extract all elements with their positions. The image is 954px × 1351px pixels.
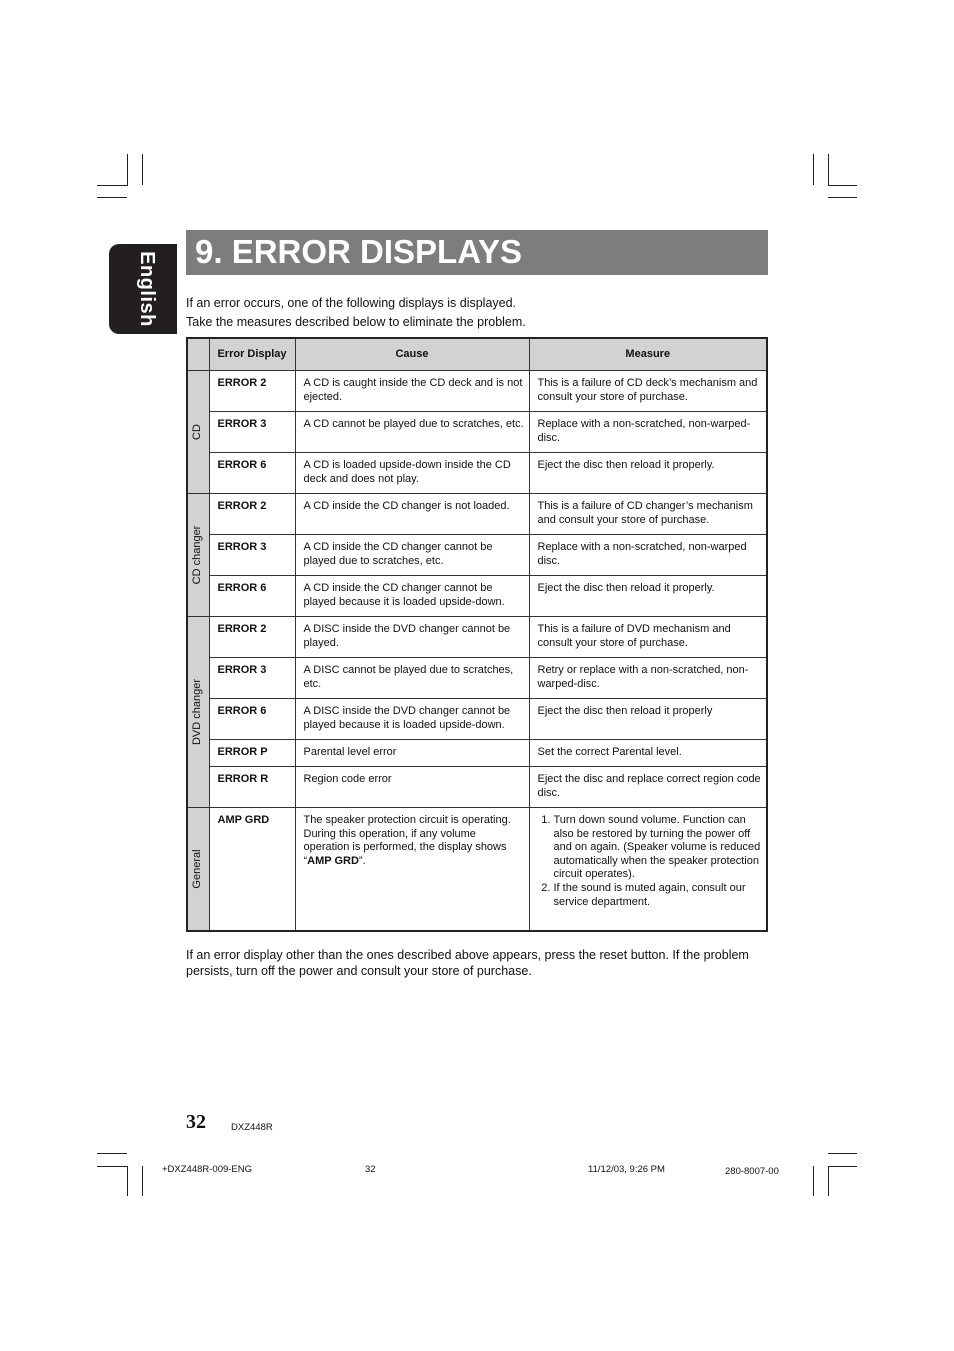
measure-steps (538, 814, 763, 909)
error-code: ERROR 3 (209, 535, 295, 576)
print-file-name: +DXZ448R-009-ENG (162, 1164, 253, 1175)
category-cell-general (187, 808, 209, 931)
error-measure: This is a failure of CD deck’s mechanism and consult your store of purchase. (529, 371, 767, 412)
error-measure: This is a failure of CD changer’s mechanism and consult your store of purchase. (529, 494, 767, 535)
category-label: DVD changer (191, 678, 204, 746)
error-cause (295, 808, 529, 931)
error-measure: This is a failure of DVD mechanism and consult your store of purchase. (529, 617, 767, 658)
error-cause: A DISC inside the DVD changer cannot be played because it is loaded upside-down. (295, 699, 529, 740)
page-title: 9. ERROR DISPLAYS (195, 233, 523, 270)
error-cause: A CD inside the CD changer cannot be played due to scratches, etc. (295, 535, 529, 576)
error-measure: Retry or replace with a non-scratched, non-warped-disc. (529, 658, 767, 699)
error-code: ERROR 2 (209, 371, 295, 412)
category-cell-cd-changer (187, 494, 209, 617)
intro-line-2: Take the measures described below to eliminate the problem. (186, 315, 526, 329)
section-title-bar (186, 230, 768, 275)
language-tab (109, 244, 177, 334)
outro-paragraph: If an error display other than the ones described above appears, press the reset button. If the problem persists, turn off the power and consult your store of purchase. (186, 948, 749, 978)
error-cause: A CD inside the CD changer is not loaded. (295, 494, 529, 535)
error-code: ERROR 3 (209, 412, 295, 453)
print-date: 11/12/03, 9:26 PM (588, 1164, 665, 1175)
category-label: CD changer (191, 525, 204, 585)
error-code: ERROR 6 (209, 699, 295, 740)
error-cause: A CD is loaded upside-down inside the CD deck and does not play. (295, 453, 529, 494)
error-cause: A CD is caught inside the CD deck and is not ejected. (295, 371, 529, 412)
error-cause: A DISC inside the DVD changer cannot be played. (295, 617, 529, 658)
table-row (187, 371, 767, 412)
table-row (187, 494, 767, 535)
error-measure: Eject the disc and replace correct region code disc. (529, 767, 767, 808)
error-measure: Eject the disc then reload it properly (529, 699, 767, 740)
error-cause: A CD inside the CD changer cannot be played because it is loaded upside-down. (295, 576, 529, 617)
error-code: ERROR 6 (209, 453, 295, 494)
language-tab-label: English (136, 251, 158, 327)
header-measure: Measure (529, 338, 767, 371)
cause-text: The speaker protection circuit is operating. During this operation, if any volume operation is performed, the display shows “ (303, 814, 511, 867)
category-cell-cd (187, 371, 209, 494)
table-row (187, 767, 767, 808)
error-cause: Region code error (295, 767, 529, 808)
error-code: ERROR R (209, 767, 295, 808)
category-cell-dvd-changer (187, 617, 209, 808)
error-code: ERROR P (209, 740, 295, 767)
error-measure (529, 808, 767, 931)
header-cause: Cause (295, 338, 529, 371)
error-code: ERROR 6 (209, 576, 295, 617)
table-row (187, 658, 767, 699)
part-number: 280-8007-00 (725, 1166, 779, 1177)
table-header-row (187, 338, 767, 371)
table-row (187, 535, 767, 576)
error-measure: Eject the disc then reload it properly. (529, 576, 767, 617)
page-number: 32 (186, 1111, 206, 1133)
error-code: ERROR 2 (209, 494, 295, 535)
table-row (187, 617, 767, 658)
measure-step: 2. If the sound is muted again, consult our service department. (554, 882, 763, 909)
table-row (187, 808, 767, 931)
measure-step: 1. Turn down sound volume. Function can also be restored by turning the power off and on again. (Speaker volume is reduced automatically when the speaker protection circuit operates). (554, 814, 763, 882)
error-measure: Eject the disc then reload it properly. (529, 453, 767, 494)
error-code: AMP GRD (209, 808, 295, 931)
cause-text: ”. (358, 854, 366, 867)
error-code: ERROR 3 (209, 658, 295, 699)
print-page: 32 (365, 1164, 376, 1175)
error-table (186, 337, 768, 932)
header-error-display: Error Display (209, 338, 295, 371)
category-label: CD (191, 424, 204, 440)
error-measure: Replace with a non-scratched, non-warped-disc. (529, 412, 767, 453)
cause-display-name: AMP GRD (307, 854, 359, 867)
table-row (187, 453, 767, 494)
intro-line-1: If an error occurs, one of the following displays is displayed. (186, 296, 517, 310)
table-row (187, 740, 767, 767)
table-row (187, 576, 767, 617)
error-cause: Parental level error (295, 740, 529, 767)
table-row (187, 412, 767, 453)
table-row (187, 699, 767, 740)
model-number: DXZ448R (231, 1122, 273, 1133)
error-measure: Replace with a non-scratched, non-warped disc. (529, 535, 767, 576)
error-cause: A CD cannot be played due to scratches, etc. (295, 412, 529, 453)
category-label: General (191, 849, 204, 889)
error-cause: A DISC cannot be played due to scratches, etc. (295, 658, 529, 699)
error-measure: Set the correct Parental level. (529, 740, 767, 767)
error-code: ERROR 2 (209, 617, 295, 658)
category-header-cell (187, 338, 209, 371)
